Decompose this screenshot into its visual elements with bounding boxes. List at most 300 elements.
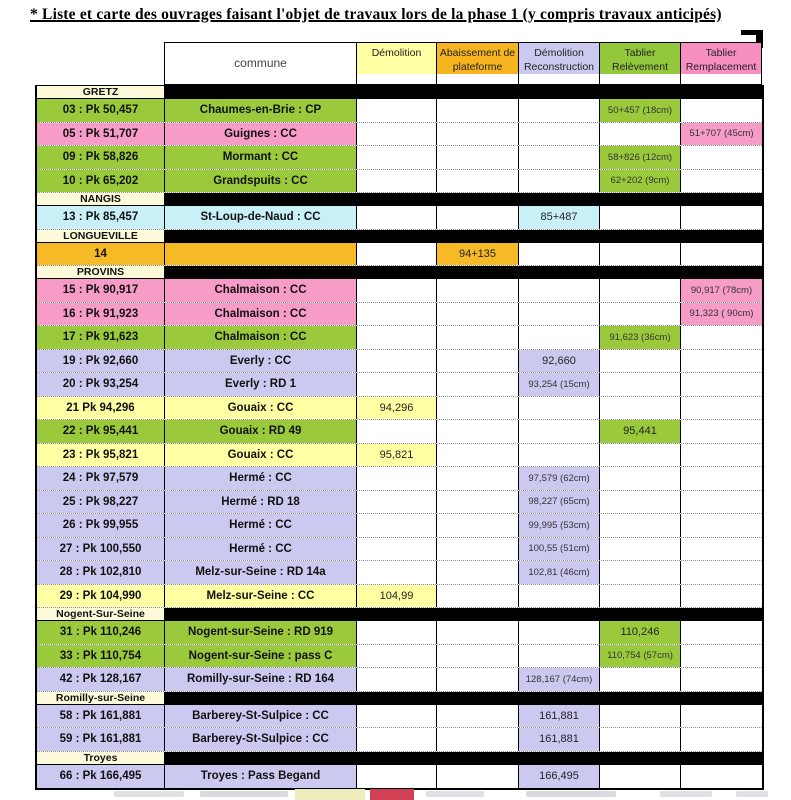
cell-value: 85+487 — [540, 211, 578, 224]
commune-label: Chalmaison : CC — [214, 331, 307, 344]
pk-label: 15 : Pk 90,917 — [62, 284, 139, 297]
pk-cell — [37, 728, 165, 751]
table-row — [37, 561, 762, 585]
pk-cell — [37, 170, 165, 193]
value-cell-tp — [681, 765, 762, 789]
pk-label: 59 : Pk 161,881 — [59, 733, 142, 746]
pk-label: 03 : Pk 50,457 — [62, 104, 139, 117]
value-cell-tr — [600, 146, 681, 169]
value-cell-tr — [600, 728, 681, 751]
pk-label: 09 : Pk 58,826 — [62, 151, 139, 164]
value-cell-dr — [519, 206, 600, 229]
cell-value: 58+826 (12cm) — [607, 151, 673, 163]
pk-label: 20 : Pk 93,254 — [62, 378, 139, 391]
commune-cell — [165, 146, 357, 169]
value-cell-de — [357, 206, 437, 229]
table-row — [37, 326, 762, 350]
value-cell-ab — [437, 243, 519, 266]
pk-label: 22 : Pk 95,441 — [62, 425, 139, 438]
commune-label: Hermé : CC — [229, 519, 292, 532]
pk-label: 25 : Pk 98,227 — [62, 495, 139, 508]
value-cell-ab — [437, 491, 519, 514]
pk-cell — [37, 645, 165, 668]
commune-label: Hermé : CC — [229, 472, 292, 485]
section-label: Nogent-Sur-Seine — [37, 608, 165, 620]
red-swatch — [370, 789, 414, 800]
value-cell-ab — [437, 170, 519, 193]
pk-cell — [37, 467, 165, 490]
cell-value: 128,167 (74cm) — [525, 673, 593, 685]
table-row — [37, 303, 762, 327]
pk-cell — [37, 350, 165, 373]
value-cell-de — [357, 397, 437, 420]
value-cell-dr — [519, 146, 600, 169]
commune-label: Everly : CC — [229, 354, 292, 367]
value-cell-tp — [681, 279, 762, 302]
commune-cell — [165, 326, 357, 349]
value-cell-dr — [519, 585, 600, 608]
pk-label: 21 Pk 94,296 — [66, 401, 135, 414]
pk-label: 28 : Pk 102,810 — [59, 566, 142, 579]
table-header-row — [37, 42, 762, 85]
commune-label: Nogent-sur-Seine : RD 919 — [187, 626, 334, 639]
section-row — [37, 86, 762, 99]
cell-value: 110,754 (57cm) — [607, 650, 673, 662]
value-cell-ab — [437, 668, 519, 691]
value-cell-tp — [681, 373, 762, 396]
value-cell-dr — [519, 561, 600, 584]
legend-blur-mark — [736, 791, 768, 797]
cell-value: 100,55 (51cm) — [528, 543, 590, 555]
pk-cell — [37, 705, 165, 728]
commune-cell — [165, 668, 357, 691]
section-label: PROVINS — [37, 266, 165, 278]
value-cell-tp — [681, 668, 762, 691]
value-cell-tr — [600, 350, 681, 373]
section-row — [37, 608, 762, 621]
commune-label: Troyes : Pass Begand — [200, 770, 321, 783]
value-cell-tp — [681, 397, 762, 420]
pk-label: 31 : Pk 110,246 — [59, 626, 142, 639]
value-cell-tp — [681, 728, 762, 751]
section-label: GRETZ — [37, 86, 165, 98]
pk-label: 14 — [94, 247, 107, 260]
value-cell-dr — [519, 170, 600, 193]
value-cell-ab — [437, 514, 519, 537]
value-cell-tr — [600, 444, 681, 467]
commune-label: Chaumes-en-Brie : CP — [199, 104, 322, 117]
pk-cell — [37, 373, 165, 396]
value-cell-dr — [519, 728, 600, 751]
cell-value: 102,81 (46cm) — [528, 566, 590, 578]
value-cell-tr — [600, 123, 681, 146]
value-cell-tp — [681, 206, 762, 229]
value-cell-ab — [437, 373, 519, 396]
table-row — [37, 538, 762, 562]
value-cell-tp — [681, 514, 762, 537]
value-cell-dr — [519, 397, 600, 420]
value-cell-tp — [681, 585, 762, 608]
commune-label: Hermé : RD 18 — [221, 495, 300, 508]
value-cell-ab — [437, 350, 519, 373]
value-cell-dr — [519, 350, 600, 373]
pk-cell — [37, 397, 165, 420]
commune-label: St-Loup-de-Naud : CC — [200, 211, 321, 224]
value-cell-dr — [519, 243, 600, 266]
cell-value: 94,296 — [379, 401, 414, 414]
commune-cell — [165, 206, 357, 229]
pk-cell — [37, 444, 165, 467]
column-header-de: Démolition — [356, 42, 437, 85]
section-row — [37, 193, 762, 206]
value-cell-tp — [681, 170, 762, 193]
pk-label: 16 : Pk 91,923 — [62, 307, 139, 320]
table-row — [37, 279, 762, 303]
table-row — [37, 206, 762, 230]
commune-cell — [165, 705, 357, 728]
value-cell-dr — [519, 765, 600, 789]
value-cell-tr — [600, 206, 681, 229]
value-cell-tp — [681, 326, 762, 349]
pk-cell — [37, 99, 165, 122]
value-cell-tp — [681, 123, 762, 146]
value-cell-tp — [681, 538, 762, 561]
cell-value: 51+707 (45cm) — [689, 128, 754, 140]
commune-cell — [165, 467, 357, 490]
table-row — [37, 444, 762, 468]
pk-label: 24 : Pk 97,579 — [62, 472, 139, 485]
table-row — [37, 146, 762, 170]
cell-value: 95,441 — [623, 425, 657, 438]
table-row — [37, 491, 762, 515]
value-cell-tr — [600, 397, 681, 420]
pk-label: 17 : Pk 91,623 — [62, 331, 139, 344]
value-cell-tp — [681, 420, 762, 443]
value-cell-tp — [681, 146, 762, 169]
cell-value: 50+457 (18cm) — [607, 104, 673, 116]
section-label: NANGIS — [37, 193, 165, 205]
works-table — [37, 42, 766, 790]
section-label: Romilly-sur-Seine — [37, 692, 165, 704]
value-cell-ab — [437, 146, 519, 169]
pk-label: 27 : Pk 100,550 — [59, 542, 142, 555]
value-cell-ab — [437, 467, 519, 490]
value-cell-de — [357, 561, 437, 584]
commune-label: Hermé : CC — [229, 542, 292, 555]
value-cell-de — [357, 514, 437, 537]
commune-label: Chalmaison : CC — [214, 307, 307, 320]
value-cell-tr — [600, 514, 681, 537]
value-cell-ab — [437, 444, 519, 467]
pk-cell — [37, 621, 165, 644]
value-cell-tr — [600, 170, 681, 193]
commune-cell — [165, 514, 357, 537]
legend-blur-mark — [426, 791, 484, 797]
table-row — [37, 420, 762, 444]
cell-value: 93,254 (15cm) — [528, 378, 590, 390]
value-cell-ab — [437, 765, 519, 789]
value-cell-dr — [519, 645, 600, 668]
commune-label: Romilly-sur-Seine : RD 164 — [187, 673, 334, 686]
value-cell-de — [357, 279, 437, 302]
pk-cell — [37, 243, 165, 266]
value-cell-tr — [600, 303, 681, 326]
commune-label: Gouaix : CC — [227, 401, 294, 414]
value-cell-dr — [519, 279, 600, 302]
value-cell-de — [357, 99, 437, 122]
pk-cell — [37, 420, 165, 443]
value-cell-de — [357, 538, 437, 561]
value-cell-ab — [437, 303, 519, 326]
value-cell-de — [357, 243, 437, 266]
commune-cell — [165, 765, 357, 789]
value-cell-tp — [681, 561, 762, 584]
commune-cell — [165, 561, 357, 584]
pk-label: 58 : Pk 161,881 — [59, 709, 142, 722]
value-cell-tr — [600, 668, 681, 691]
value-cell-ab — [437, 420, 519, 443]
pk-cell — [37, 514, 165, 537]
commune-label: Melz-sur-Seine : CC — [206, 589, 315, 602]
value-cell-tp — [681, 705, 762, 728]
value-cell-ab — [437, 728, 519, 751]
value-cell-ab — [437, 123, 519, 146]
value-cell-de — [357, 123, 437, 146]
value-cell-dr — [519, 668, 600, 691]
section-row — [37, 230, 762, 243]
commune-label: Everly : RD 1 — [225, 378, 296, 391]
section-black-bar — [165, 193, 762, 205]
table-row — [37, 243, 762, 267]
cell-value: 98,227 (65cm) — [528, 496, 590, 508]
commune-cell — [165, 538, 357, 561]
pk-cell — [37, 561, 165, 584]
pk-label: 66 : Pk 166,495 — [59, 770, 142, 783]
value-cell-de — [357, 420, 437, 443]
column-header-dr: Démolition Reconstruction — [518, 42, 600, 85]
value-cell-tp — [681, 444, 762, 467]
column-header-tr: Tablier Relèvement — [599, 42, 681, 85]
commune-cell — [165, 420, 357, 443]
value-cell-tr — [600, 621, 681, 644]
commune-label: Guignes : CC — [224, 127, 297, 140]
value-cell-dr — [519, 538, 600, 561]
cell-value: 94+135 — [458, 247, 496, 260]
pk-cell — [37, 326, 165, 349]
value-cell-ab — [437, 621, 519, 644]
commune-label: Barberey-St-Sulpice : CC — [192, 733, 329, 746]
value-cell-tp — [681, 99, 762, 122]
cell-value: 62+202 (9cm) — [610, 175, 670, 187]
value-cell-de — [357, 765, 437, 789]
value-cell-dr — [519, 491, 600, 514]
section-black-bar — [165, 752, 762, 764]
value-cell-dr — [519, 514, 600, 537]
value-cell-tp — [681, 491, 762, 514]
value-cell-tr — [600, 705, 681, 728]
pk-cell — [37, 123, 165, 146]
commune-cell — [165, 621, 357, 644]
section-black-bar — [165, 266, 762, 278]
value-cell-tr — [600, 373, 681, 396]
table-row — [37, 514, 762, 538]
commune-label: Melz-sur-Seine : RD 14a — [195, 566, 326, 579]
table-row — [37, 765, 762, 789]
value-cell-tp — [681, 303, 762, 326]
value-cell-tr — [600, 420, 681, 443]
legend-blur-mark — [660, 791, 712, 797]
value-cell-tp — [681, 621, 762, 644]
value-cell-tp — [681, 645, 762, 668]
section-black-bar — [165, 230, 762, 242]
value-cell-ab — [437, 279, 519, 302]
value-cell-ab — [437, 705, 519, 728]
cell-value: 161,881 — [539, 709, 579, 722]
commune-label: Grandspuits : CC — [213, 174, 308, 187]
value-cell-tr — [600, 645, 681, 668]
value-cell-ab — [437, 397, 519, 420]
value-cell-ab — [437, 645, 519, 668]
value-cell-de — [357, 621, 437, 644]
value-cell-tr — [600, 538, 681, 561]
cell-value: 90,917 (78cm) — [690, 284, 753, 296]
value-cell-de — [357, 728, 437, 751]
section-row — [37, 266, 762, 279]
commune-cell — [165, 243, 357, 266]
table-row — [37, 645, 762, 669]
value-cell-de — [357, 467, 437, 490]
value-cell-de — [357, 350, 437, 373]
cell-value: 97,579 (62cm) — [528, 472, 590, 484]
value-cell-ab — [437, 99, 519, 122]
pk-cell — [37, 146, 165, 169]
value-cell-tr — [600, 585, 681, 608]
commune-cell — [165, 728, 357, 751]
value-cell-ab — [437, 206, 519, 229]
cell-value: 166,495 — [539, 770, 579, 783]
value-cell-de — [357, 585, 437, 608]
cell-value: 91,323 ( 90cm) — [689, 308, 754, 320]
value-cell-dr — [519, 99, 600, 122]
cell-value: 110,246 — [620, 626, 660, 639]
pk-cell — [37, 303, 165, 326]
pk-label: 23 : Pk 95,821 — [62, 448, 139, 461]
section-row — [37, 692, 762, 705]
value-cell-tr — [600, 561, 681, 584]
pk-label: 26 : Pk 99,955 — [62, 519, 139, 532]
pk-cell — [37, 585, 165, 608]
table-row — [37, 585, 762, 609]
table-row — [37, 99, 762, 123]
section-label: Troyes — [37, 752, 165, 764]
value-cell-dr — [519, 420, 600, 443]
pk-label: 13 : Pk 85,457 — [62, 211, 139, 224]
value-cell-ab — [437, 585, 519, 608]
value-cell-tr — [600, 765, 681, 789]
value-cell-de — [357, 444, 437, 467]
value-cell-tr — [600, 243, 681, 266]
cell-value: 161,881 — [539, 733, 579, 746]
commune-label: Gouaix : RD 49 — [219, 425, 302, 438]
commune-cell — [165, 444, 357, 467]
commune-cell — [165, 585, 357, 608]
legend-blur-mark — [526, 791, 616, 797]
value-cell-dr — [519, 326, 600, 349]
table-body — [35, 85, 764, 790]
value-cell-dr — [519, 444, 600, 467]
column-header-tp: Tablier Remplacement — [680, 42, 762, 85]
commune-cell — [165, 170, 357, 193]
value-cell-de — [357, 373, 437, 396]
cell-value: 99,995 (53cm) — [528, 519, 590, 531]
value-cell-tp — [681, 243, 762, 266]
value-cell-de — [357, 668, 437, 691]
value-cell-tr — [600, 467, 681, 490]
legend-blur-mark — [200, 791, 288, 797]
table-row — [37, 621, 762, 645]
value-cell-de — [357, 491, 437, 514]
table-row — [37, 373, 762, 397]
value-cell-de — [357, 645, 437, 668]
table-row — [37, 728, 762, 752]
commune-label: Mormant : CC — [222, 151, 299, 164]
table-row — [37, 170, 762, 194]
value-cell-tr — [600, 491, 681, 514]
value-cell-dr — [519, 303, 600, 326]
commune-cell — [165, 303, 357, 326]
commune-label: Gouaix : CC — [227, 448, 294, 461]
table-row — [37, 705, 762, 729]
cell-value: 91,623 (36cm) — [609, 331, 671, 343]
value-cell-tr — [600, 99, 681, 122]
commune-cell — [165, 350, 357, 373]
section-label: LONGUEVILLE — [37, 230, 165, 242]
value-cell-ab — [437, 538, 519, 561]
value-cell-tp — [681, 350, 762, 373]
value-cell-dr — [519, 123, 600, 146]
commune-label: Chalmaison : CC — [214, 284, 307, 297]
value-cell-ab — [437, 326, 519, 349]
page-title: * Liste et carte des ouvrages faisant l'objet de travaux lors de la phase 1 (y compris travaux anticipés) — [30, 6, 722, 23]
value-cell-dr — [519, 373, 600, 396]
value-cell-de — [357, 303, 437, 326]
value-cell-ab — [437, 561, 519, 584]
commune-cell — [165, 373, 357, 396]
pk-cell — [37, 491, 165, 514]
pk-cell — [37, 668, 165, 691]
section-black-bar — [165, 608, 762, 620]
commune-cell — [165, 491, 357, 514]
value-cell-dr — [519, 705, 600, 728]
legend-blur-mark — [114, 791, 184, 797]
cell-value: 95,821 — [379, 448, 414, 461]
value-cell-tr — [600, 326, 681, 349]
value-cell-de — [357, 146, 437, 169]
table-row — [37, 123, 762, 147]
header-corner-cell — [37, 42, 165, 85]
commune-cell — [165, 397, 357, 420]
pk-label: 42 : Pk 128,167 — [59, 673, 142, 686]
pk-label: 29 : Pk 104,990 — [59, 589, 142, 602]
commune-cell — [165, 279, 357, 302]
value-cell-tp — [681, 467, 762, 490]
table-row — [37, 668, 762, 692]
pk-label: 19 : Pk 92,660 — [62, 354, 139, 367]
section-row — [37, 752, 762, 765]
value-cell-dr — [519, 621, 600, 644]
pk-label: 05 : Pk 51,707 — [62, 127, 139, 140]
cell-value: 92,660 — [542, 354, 576, 367]
